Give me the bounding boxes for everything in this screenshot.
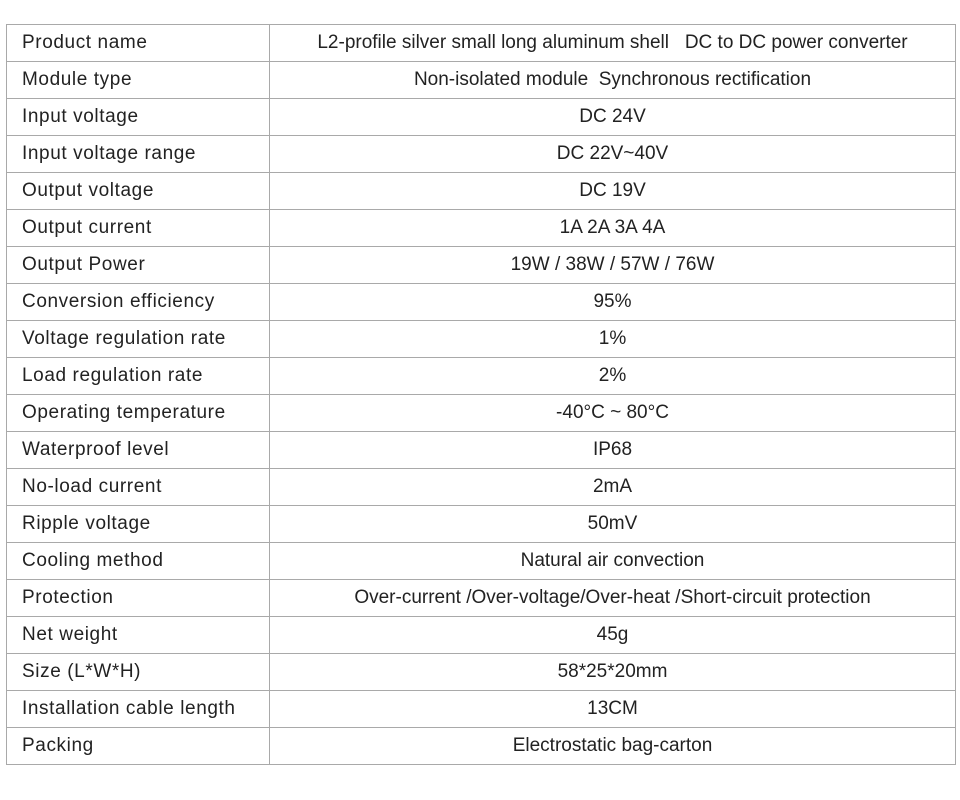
spec-row-size [7, 654, 956, 691]
spec-row-operating-temperature [7, 395, 956, 432]
spec-label: Net weight [7, 617, 270, 654]
spec-row-no-load-current [7, 469, 956, 506]
spec-label: Installation cable length [7, 691, 270, 728]
spec-label: Load regulation rate [7, 358, 270, 395]
spec-row-module-type [7, 62, 956, 99]
spec-label: Waterproof level [7, 432, 270, 469]
spec-row-protection [7, 580, 956, 617]
spec-row-output-current [7, 210, 956, 247]
spec-row-product-name [7, 25, 956, 62]
spec-value: 58*25*20mm [270, 654, 956, 691]
spec-label: Cooling method [7, 543, 270, 580]
spec-value: DC 22V~40V [270, 136, 956, 173]
spec-label: Input voltage [7, 99, 270, 136]
spec-value: 13CM [270, 691, 956, 728]
spec-value: 95% [270, 284, 956, 321]
spec-value: Non-isolated module Synchronous rectification [270, 62, 956, 99]
spec-value: DC 24V [270, 99, 956, 136]
spec-label: Input voltage range [7, 136, 270, 173]
spec-label: Output Power [7, 247, 270, 284]
spec-label: Output voltage [7, 173, 270, 210]
spec-label: Size (L*W*H) [7, 654, 270, 691]
spec-label: No-load current [7, 469, 270, 506]
spec-label: Module type [7, 62, 270, 99]
spec-value: -40°C ~ 80°C [270, 395, 956, 432]
spec-row-output-voltage [7, 173, 956, 210]
spec-row-input-voltage-range [7, 136, 956, 173]
spec-row-packing [7, 728, 956, 765]
spec-row-load-regulation-rate [7, 358, 956, 395]
spec-label: Output current [7, 210, 270, 247]
spec-row-waterproof-level [7, 432, 956, 469]
spec-row-installation-cable-length [7, 691, 956, 728]
spec-value: 45g [270, 617, 956, 654]
spec-label: Operating temperature [7, 395, 270, 432]
spec-value: 1% [270, 321, 956, 358]
spec-value: Natural air convection [270, 543, 956, 580]
spec-row-voltage-regulation-rate [7, 321, 956, 358]
spec-value: Over-current /Over-voltage/Over-heat /Short-circuit protection [270, 580, 956, 617]
spec-value: 1A 2A 3A 4A [270, 210, 956, 247]
spec-value: L2-profile silver small long aluminum shell DC to DC power converter [270, 25, 956, 62]
spec-label: Packing [7, 728, 270, 765]
spec-row-output-power [7, 247, 956, 284]
spec-label: Conversion efficiency [7, 284, 270, 321]
spec-table-body [7, 25, 956, 765]
spec-value: 2% [270, 358, 956, 395]
spec-row-input-voltage [7, 99, 956, 136]
spec-label: Ripple voltage [7, 506, 270, 543]
spec-label: Product name [7, 25, 270, 62]
spec-value: 2mA [270, 469, 956, 506]
spec-row-conversion-efficiency [7, 284, 956, 321]
spec-value: IP68 [270, 432, 956, 469]
spec-value: 50mV [270, 506, 956, 543]
spec-row-net-weight [7, 617, 956, 654]
spec-row-cooling-method [7, 543, 956, 580]
spec-table [6, 24, 956, 765]
spec-label: Voltage regulation rate [7, 321, 270, 358]
spec-value: DC 19V [270, 173, 956, 210]
spec-value: 19W / 38W / 57W / 76W [270, 247, 956, 284]
spec-row-ripple-voltage [7, 506, 956, 543]
spec-label: Protection [7, 580, 270, 617]
spec-value: Electrostatic bag-carton [270, 728, 956, 765]
